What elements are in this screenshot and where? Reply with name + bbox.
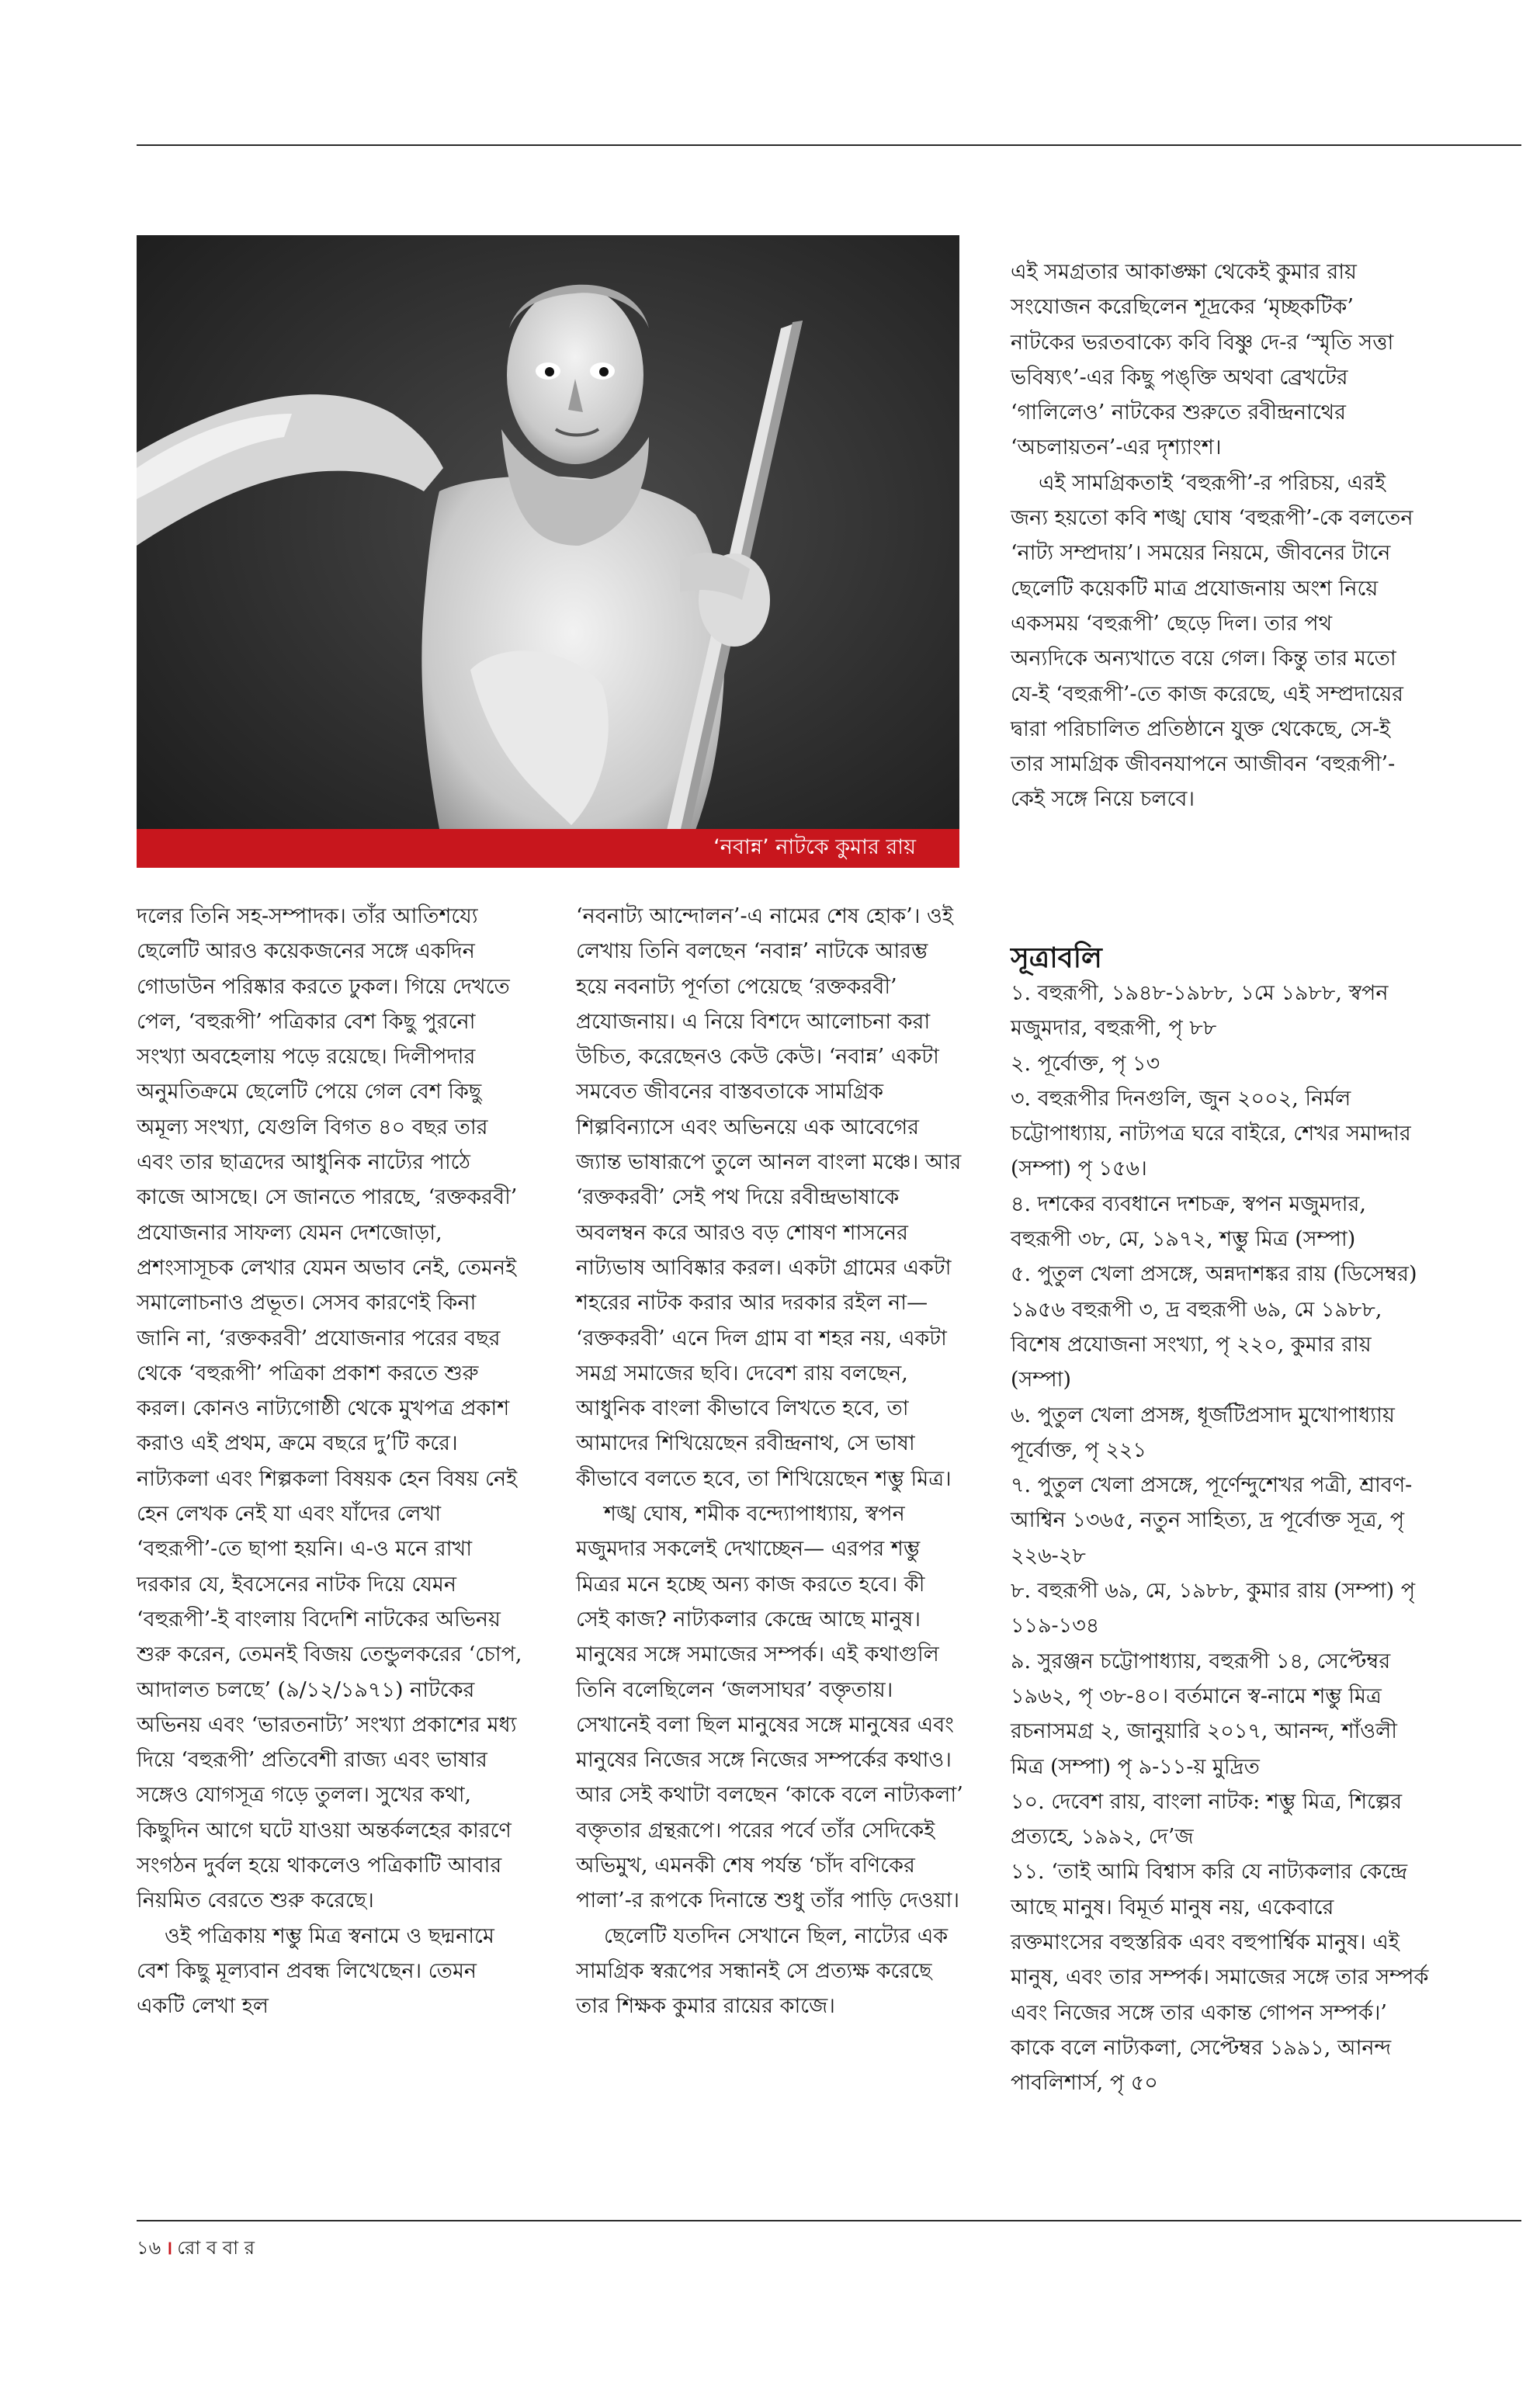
footer-separator: ।	[165, 2237, 173, 2259]
magazine-name: রো ব বা র	[177, 2237, 255, 2259]
top-rule	[137, 144, 1521, 146]
photo-image	[137, 235, 959, 868]
photo-kumar-roy	[137, 235, 959, 868]
reference-item: ৪. দশকের ব্যবধানে দশচক্র, স্বপন মজুমদার, বহুরূপী ৩৮, মে, ১৯৭২, শম্ভু মিত্র (সম্পা)	[1011, 1191, 1366, 1252]
article-column-1	[137, 899, 525, 2024]
article-paragraph: দলের তিনি সহ-সম্পাদক। তাঁর আতিশয্যে ছেলেটি আরও কয়েকজনের সঙ্গে একদিন গোডাউন পরিষ্কার করতে ঢুকল। গিয়ে দেখতে পেল, ‘বহুরূপী’ পত্রিকার বেশ কিছু পুরনো সংখ্যা অবহেলায় পড়ে রয়েছে। দিলীপদার অনুমতিক্রমে ছেলেটি পেয়ে গেল বেশ কিছু অমূল্য সংখ্যা, যেগুলি বিগত ৪০ বছর তার এবং তার ছাত্রদের আধুনিক নাট্যের পাঠে কাজে আসছে। সে জানতে পারছে, ‘রক্তকরবী’ প্রযোজনার সাফল্য যেমন দেশজোড়া, প্রশংসাসূচক লেখার যেমন অভাব নেই, তেমনই সমালোচনাও প্রভূত। সেসব কারণেই কিনা জানি না, ‘রক্তকরবী’ প্রযোজনার পরের বছর থেকে ‘বহুরূপী’ পত্রিকা প্রকাশ করতে শুরু করল। কোনও নাট্যগোষ্ঠী থেকে মুখপত্র প্রকাশ করাও এই প্রথম, ক্রমে বছরে দু’টি করে। নাট্যকলা এবং শিল্পকলা বিষয়ক হেন বিষয় নেই হেন লেখক নেই যা এবং যাঁদের লেখা ‘বহুরূপী’-তে ছাপা হয়নি। এ-ও মনে রাখা দরকার যে, ইবসেনের নাটক দিয়ে যেমন ‘বহুরূপী’-ই বাংলায় বিদেশি নাটকের অভিনয় শুরু করেন, তেমনই বিজয় তেন্ডুলকরের ‘চোপ, আদালত চলছে’ (৯/১২/১৯৭১) নাটকের অভিনয় এবং ‘ভারতনাট্য’ সংখ্যা প্রকাশের মধ্য দিয়ে ‘বহুরূপী’ প্রতিবেশী রাজ্য এবং ভাষার সঙ্গেও যোগসূত্র গড়ে তুলল। সুখের কথা, কিছুদিন আগে ঘটে যাওয়া অন্তর্কলহের কারণে সংগঠন দুর্বল হয়ে থাকলেও পত্রিকাটি আবার নিয়মিত বেরতে শুরু করেছে।	[137, 904, 522, 1913]
reference-item: ১০. দেবেশ রায়, বাংলা নাটক: শম্ভু মিত্র, শিল্পের প্রত্যহে, ১৯৯২, দে’জ	[1011, 1789, 1403, 1850]
reference-item: ৫. পুতুল খেলা প্রসঙ্গে, অন্নদাশঙ্কর রায় (ডিসেম্বর) ১৯৫৬ বহুরূপী ৩, দ্র বহুরূপী ৬৯, মে ১৯৮৮, বিশেষ প্রযোজনা সংখ্যা, পৃ ২২০, কুমার রায় (সম্পা)	[1011, 1262, 1417, 1392]
article-paragraph: এই সামগ্রিকতাই ‘বহুরূপী’-র পরিচয়, এরই জন্য হয়তো কবি শঙ্খ ঘোষ ‘বহুরূপী’-কে বলতেন ‘নাট্য সম্প্রদায়’। সময়ের নিয়মে, জীবনের টানে ছেলেটি কয়েকটি মাত্র প্রযোজনায় অংশ নিয়ে একসময় ‘বহুরূপী’ ছেড়ে দিল। তার পথ অন্যদিকে অন্যখাতে বয়ে গেল। কিন্তু তার মতো যে-ই ‘বহুরূপী’-তে কাজ করেছে, এই সম্প্রদায়ের দ্বারা পরিচালিত প্রতিষ্ঠানে যুক্ত থেকেছে, সে-ই তার সামগ্রিক জীবনযাপনে আজীবন ‘বহুরূপী’-কেই সঙ্গে নিয়ে চলবে।	[1011, 470, 1413, 812]
article-column-2	[576, 899, 964, 2024]
article-paragraph: এই সমগ্রতার আকাঙ্ক্ষা থেকেই কুমার রায় সংযোজন করেছিলেন শূদ্রকের ‘মৃচ্ছকটিক’ নাটকের ভরতবাক্যে কবি বিষ্ণু দে-র ‘স্মৃতি সত্তা ভবিষ্যৎ’-এর কিছু পঙ্‌ক্তি অথবা ব্রেখটের ‘গালিলেও’ নাটকের শুরুতে রবীন্দ্রনাথের ‘অচলায়তন’-এর দৃশ্যাংশ।	[1011, 260, 1394, 460]
reference-item: ১. বহুরূপী, ১৯৪৮-১৯৮৮, ১মে ১৯৮৮, স্বপন মজুমদার, বহুরূপী, পৃ ৮৮	[1011, 981, 1389, 1041]
reference-item: ৩. বহুরূপীর দিনগুলি, জুন ২০০২, নির্মল চট্টোপাধ্যায়, নাট্যপত্র ঘরে বাইরে, শেখর সমাদ্দার (সম্পা) পৃ ১৫৬।	[1011, 1086, 1411, 1181]
bottom-rule	[137, 2220, 1521, 2221]
page-footer	[137, 2234, 255, 2265]
reference-item: ২. পূর্বোক্ত, পৃ ১৩	[1011, 1051, 1160, 1076]
article-paragraph: ‘নবনাট্য আন্দোলন’-এ নামের শেষ হোক’। ওই লেখায় তিনি বলছেন ‘নবান্ন’ নাটকে আরম্ভ হয়ে নবনাট্য পূর্ণতা পেয়েছে ‘রক্তকরবী’ প্রযোজনায়। এ নিয়ে বিশদে আলোচনা করা উচিত, করেছেনও কেউ কেউ। ‘নবান্ন’ একটা সমবেত জীবনের বাস্তবতাকে সামগ্রিক শিল্পবিন্যাসে এবং অভিনয়ে এক আবেগের জ্যান্ত ভাষারূপে তুলে আনল বাংলা মঞ্চে। আর ‘রক্তকরবী’ সেই পথ দিয়ে রবীন্দ্রভাষাকে অবলম্বন করে আরও বড় শোষণ শাসনের নাট্যভাষ আবিষ্কার করল। একটা গ্রামের একটা শহরের নাটক করার আর দরকার রইল না— ‘রক্তকরবী’ এনে দিল গ্রাম বা শহর নয়, একটা সমগ্র সমাজের ছবি। দেবেশ রায় বলছেন, আধুনিক বাংলা কীভাবে লিখতে হবে, তা আমাদের শিখিয়েছেন রবীন্দ্রনাথ, সে ভাষা কীভাবে বলতে হবে, তা শিখিয়েছেন শম্ভু মিত্র।	[576, 904, 962, 1491]
article-paragraph: ওই পত্রিকায় শম্ভু মিত্র স্বনামে ও ছদ্মনামে বেশ কিছু মূল্যবান প্রবন্ধ লিখেছেন। তেমন একটি লেখা হল	[137, 1923, 494, 2019]
reference-item: ৭. পুতুল খেলা প্রসঙ্গে, পূর্ণেন্দুশেখর পত্রী, শ্রাবণ-আশ্বিন ১৩৬৫, নতুন সাহিত্য, দ্র পূর্বোক্ত সূত্র, পৃ ২২৬-২৮	[1011, 1473, 1413, 1568]
article-column-3	[1011, 255, 1414, 817]
references-title: সূত্রাবলি	[1011, 942, 1102, 974]
page-number: ১৬	[137, 2237, 161, 2259]
reference-item: ৯. সুরঞ্জন চট্টোপাধ্যায়, বহুরূপী ১৪, সেপ্টেম্বর ১৯৬২, পৃ ৩৮-৪০। বর্তমানে স্ব-নামে শম্ভু মিত্র রচনাসমগ্র ২, জানুয়ারি ২০১৭, আনন্দ, শাঁওলী মিত্র (সম্পা) পৃ ৯-১১-য় মুদ্রিত	[1011, 1649, 1398, 1779]
references-list	[1011, 976, 1430, 2101]
article-paragraph: শঙ্খ ঘোষ, শমীক বন্দ্যোপাধ্যায়, স্বপন মজুমদার সকলেই দেখাচ্ছেন— এরপর শম্ভু মিত্রর মনে হচ্ছে অন্য কাজ করতে হবে। কী সেই কাজ? নাট্যকলার কেন্দ্রে আছে মানুষ। মানুষের সঙ্গে সমাজের সম্পর্ক। এই কথাগুলি তিনি বলেছিলেন ‘জলসাঘর’ বক্তৃতায়। সেখানেই বলা ছিল মানুষের সঙ্গে মানুষের এবং মানুষের নিজের সঙ্গে নিজের সম্পর্কের কথাও। আর সেই কথাটা বলছেন ‘কাকে বলে নাট্যকলা’ বক্তৃতার গ্রন্থরূপে। পরের পর্বে তাঁর সেদিকেই অভিমুখ, এমনকী শেষ পর্যন্ত ‘চাঁদ বণিকের পালা’-র রূপকে দিনান্তে শুধু তাঁর পাড়ি দেওয়া।	[576, 1502, 963, 1913]
reference-item: ১১. ‘তাই আমি বিশ্বাস করি যে নাট্যকলার কেন্দ্রে আছে মানুষ। বিমূর্ত মানুষ নয়, একেবারে রক্তমাংসের বহুস্তরিক এবং বহুপার্শ্বিক মানুষ। এই মানুষ, এবং তার সম্পর্ক। সমাজের সঙ্গে তার সম্পর্ক এবং নিজের সঙ্গে তার একান্ত গোপন সম্পর্ক।’ কাকে বলে নাট্যকলা, সেপ্টেম্বর ১৯৯১, আনন্দ পাবলিশার্স, পৃ ৫০	[1011, 1860, 1429, 2096]
article-paragraph: ছেলেটি যতদিন সেখানে ছিল, নাট্যের এক সামগ্রিক স্বরূপের সন্ধানই সে প্রত্যক্ষ করেছে তার শিক্ষক কুমার রায়ের কাজে।	[576, 1923, 949, 2019]
reference-item: ৬. পুতুল খেলা প্রসঙ্গ, ধূর্জটিপ্রসাদ মুখোপাধ্যায় পূর্বোক্ত, পৃ ২২১	[1011, 1403, 1395, 1462]
reference-item: ৮. বহুরূপী ৬৯, মে, ১৯৮৮, কুমার রায় (সম্পা) পৃ ১১৯-১৩৪	[1011, 1579, 1416, 1639]
photo-caption: ‘নবান্ন’ নাটকে কুমার রায়	[137, 829, 959, 868]
